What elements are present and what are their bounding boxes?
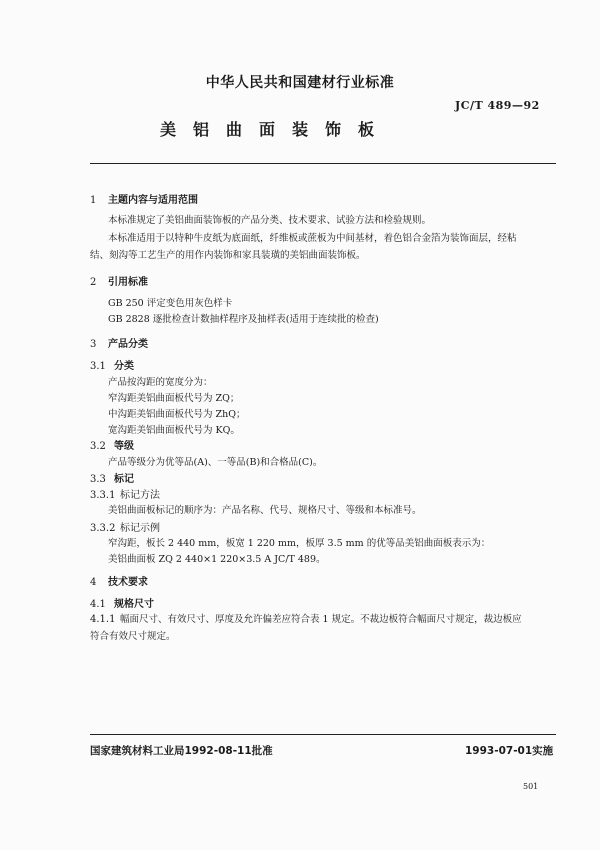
bottom-divider — [90, 734, 556, 735]
section-number: 3 — [90, 339, 97, 350]
subsection-title: 规格尺寸 — [114, 599, 154, 610]
paragraph: 美铝曲面板 ZQ 2 440×1 220×3.5 A JC/T 489。 — [108, 554, 326, 565]
page-number: 501 — [523, 782, 539, 791]
section-1-heading — [90, 191, 198, 206]
section-3-heading — [90, 335, 148, 350]
subsection-number: 3.3 — [90, 474, 106, 485]
standard-category-title: 中华人民共和国建材行业标准 — [205, 75, 395, 91]
list-line: 产品等级分为优等品(A)、一等品(B)和合格品(C)。 — [108, 457, 323, 468]
reference-item: GB 2828 逐批检查计数抽样程序及抽样表(适用于连续批的检查) — [108, 314, 379, 325]
paragraph: 本标准适用于以特种牛皮纸为底面纸，纤维板或蔗板为中间基材，着色铝合金箔为装饰面层，经粘 — [108, 233, 517, 244]
paragraph: 美铝曲面板标记的顺序为：产品名称、代号、规格尺寸、等级和本标准号。 — [108, 505, 422, 516]
section-title: 技术要求 — [108, 577, 148, 588]
subsection-number: 3.2 — [90, 441, 106, 452]
reference-item: GB 250 评定变色用灰色样卡 — [108, 298, 233, 309]
list-line: 宽沟距美铝曲面板代号为 KQ。 — [108, 425, 240, 436]
list-line: 产品按沟距的宽度分为： — [108, 377, 213, 388]
section-number: 2 — [90, 277, 97, 288]
standard-code: JC/T 489—92 — [455, 99, 540, 112]
subsection-title: 分类 — [114, 361, 134, 372]
section-title: 主题内容与适用范围 — [108, 195, 198, 206]
subsection-3-2-heading — [90, 437, 134, 452]
subsection-number: 3.3.2 — [90, 523, 116, 534]
subsection-title: 等级 — [114, 441, 134, 452]
subsection-title: 标记示例 — [120, 523, 160, 534]
section-2-heading — [90, 273, 148, 288]
section-4-heading — [90, 573, 148, 588]
subsection-4-1-1 — [90, 611, 522, 625]
subsection-title: 标记方法 — [120, 490, 160, 501]
section-title: 产品分类 — [108, 339, 148, 350]
subsection-3-3-1-heading — [90, 486, 160, 501]
subsection-3-3-heading — [90, 470, 134, 485]
section-number: 4 — [90, 577, 97, 588]
subsection-number: 4.1.1 — [90, 614, 116, 625]
top-divider — [90, 163, 556, 164]
subsection-number: 3.1 — [90, 361, 106, 372]
subsection-4-1-heading — [90, 595, 154, 610]
paragraph: 本标准规定了美铝曲面装饰板的产品分类、技术要求、试验方法和检验规则。 — [108, 215, 432, 226]
list-line: 中沟距美铝曲面板代号为 ZhQ； — [108, 409, 246, 420]
subsection-number: 3.3.1 — [90, 490, 116, 501]
subsection-number: 4.1 — [90, 599, 106, 610]
list-line: 窄沟距美铝曲面板代号为 ZQ； — [108, 393, 240, 404]
subsection-title: 标记 — [114, 474, 134, 485]
document-title: 美铝曲面装饰板 — [160, 120, 392, 139]
paragraph: 幅面尺寸、有效尺寸、厚度及允许偏差应符合表 1 规定。不裁边板符合幅面尺寸规定，裁边板应 — [120, 614, 522, 625]
approval-line: 国家建筑材料工业局1992-08-11批准 — [90, 745, 273, 757]
paragraph: 结、刻沟等工艺生产的用作内装饰和家具装璜的美铝曲面装饰板。 — [90, 250, 366, 261]
paragraph: 符合有效尺寸规定。 — [90, 631, 176, 642]
section-number: 1 — [90, 195, 97, 206]
implementation-date: 1993-07-01实施 — [465, 745, 554, 757]
subsection-3-3-2-heading — [90, 519, 160, 534]
subsection-3-1-heading — [90, 357, 134, 372]
section-title: 引用标准 — [108, 277, 148, 288]
paragraph: 窄沟距，板长 2 440 mm，板宽 1 220 mm，板厚 3.5 mm 的优等品美铝曲面板表示为： — [108, 538, 491, 549]
